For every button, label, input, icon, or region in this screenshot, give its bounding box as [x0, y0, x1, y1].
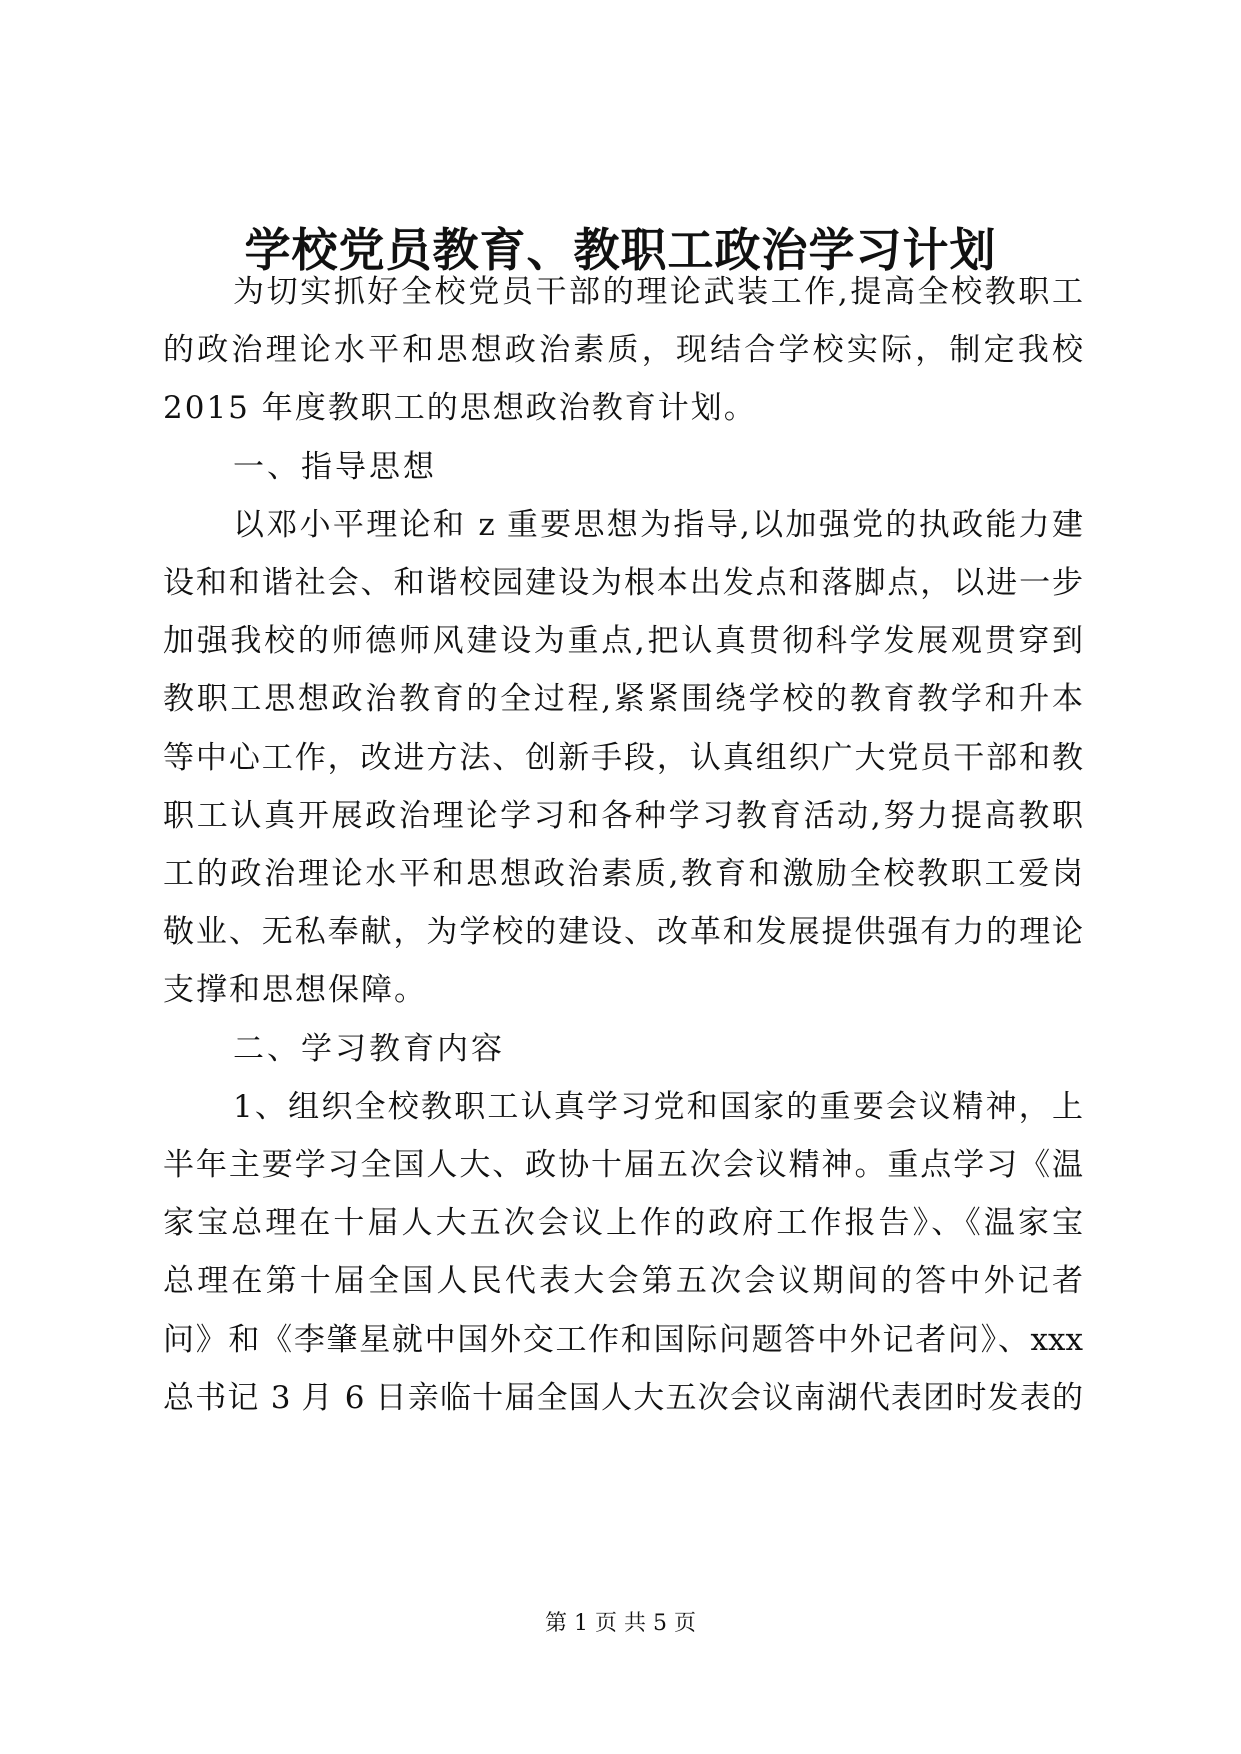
document-title: 学校党员教育、教职工政治学习计划: [244, 223, 997, 277]
page-footer: 第 1 页 共 5 页: [545, 1611, 696, 1636]
section-heading: 二、学习教育内容: [233, 1031, 505, 1067]
paragraph-line: 工的政治理论水平和思想政治素质,教育和激励全校教职工爱岗: [163, 856, 1083, 892]
paragraph-line: 1、组织全校教职工认真学习党和国家的重要会议精神，上: [233, 1089, 1083, 1125]
section-heading: 一、指导思想: [233, 449, 437, 485]
paragraph-line: 总理在第十届全国人民代表大会第五次会议期间的答中外记者: [163, 1263, 1083, 1299]
paragraph-line: 以邓小平理论和 z 重要思想为指导,以加强党的执政能力建: [233, 507, 1083, 543]
paragraph-line: 教职工思想政治教育的全过程,紧紧围绕学校的教育教学和升本: [163, 681, 1083, 717]
paragraph-line: 敬业、无私奉献，为学校的建设、改革和发展提供强有力的理论: [163, 914, 1083, 950]
paragraph-line: 问》和《李肇星就中国外交工作和国际问题答中外记者问》、xxx: [163, 1322, 1083, 1358]
paragraph-line: 家宝总理在十届人大五次会议上作的政府工作报告》、《温家宝: [163, 1205, 1083, 1241]
paragraph-line: 的政治理论水平和思想政治素质，现结合学校实际，制定我校: [163, 332, 1083, 368]
paragraph-line: 支撑和思想保障。: [163, 972, 427, 1008]
paragraph-line: 设和和谐社会、和谐校园建设为根本出发点和落脚点，以进一步: [163, 565, 1083, 601]
paragraph-line: 职工认真开展政治理论学习和各种学习教育活动,努力提高教职: [163, 798, 1083, 834]
paragraph-line: 总书记 3 月 6 日亲临十届全国人大五次会议南湖代表团时发表的: [163, 1380, 1083, 1416]
paragraph-line: 2015 年度教职工的思想政治教育计划。: [163, 390, 757, 426]
paragraph-line: 加强我校的师德师风建设为重点,把认真贯彻科学发展观贯穿到: [163, 623, 1083, 659]
paragraph-line: 等中心工作，改进方法、创新手段，认真组织广大党员干部和教: [163, 740, 1083, 776]
paragraph-line: 半年主要学习全国人大、政协十届五次会议精神。重点学习《温: [163, 1147, 1083, 1183]
paragraph-line: 为切实抓好全校党员干部的理论武装工作,提高全校教职工: [233, 274, 1083, 310]
